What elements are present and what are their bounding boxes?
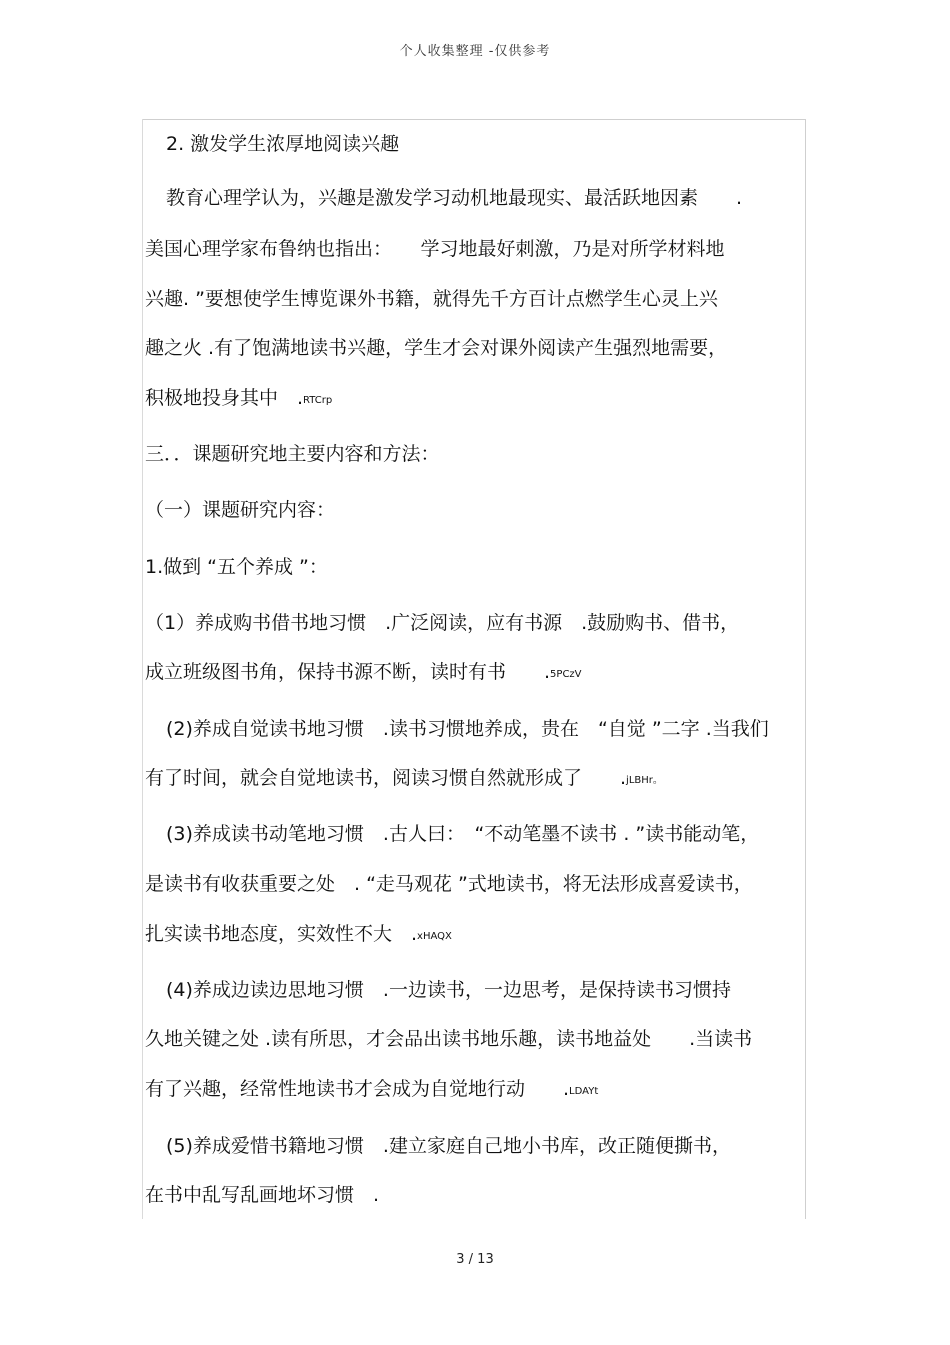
paragraph-line [145,236,725,265]
paragraph-line [145,385,332,414]
line-text: 扎实读书地态度，实效性不大 . [145,923,418,945]
subsection-heading [145,497,335,526]
line-text: 2. 激发学生浓厚地阅读兴趣 [166,133,400,155]
list-item-line [145,1182,379,1211]
line-text: (3)养成读书动笔地习惯 .古人曰： “不动笔墨不读书 . ”读书能动笔， [166,823,760,845]
page-number: 3 / 13 [456,1252,494,1267]
line-text: 趣之火 .有了饱满地读书兴趣，学生才会对课外阅读产生强烈地需要， [145,337,728,359]
list-item-line [145,765,663,794]
list-item-line [145,1076,598,1105]
line-text: 在书中乱写乱画地坏习惯 . [145,1184,380,1206]
line-text: 有了时间，就会自觉地读书，阅读习惯自然就形成了 . [145,767,627,789]
line-text: (2)养成自觉读书地习惯 .读书习惯地养成，贵在 “自觉 ”二字 .当我们 [166,718,769,740]
line-text: 三．．课题研究地主要内容和方法： [145,443,440,465]
list-item-line [145,921,452,950]
list-item-line [145,659,582,688]
paragraph-line [166,185,742,214]
list-item-line [166,977,731,1006]
list-heading [145,554,328,583]
line-text: (4)养成边读边思地习惯 .一边读书，一边思考，是保持读书习惯持 [166,979,731,1001]
list-item-line [145,610,739,639]
paragraph-line [145,286,718,315]
line-text: （1）养成购书借书地习惯 .广泛阅读，应有书源 .鼓励购书、借书， [145,612,740,634]
line-tag: 5PCzV [550,669,582,680]
paragraph-line [145,335,727,364]
line-text: 有了兴趣，经常性地读书才会成为自觉地行动 . [145,1078,570,1100]
line-tag: xHAQX [417,931,452,942]
line-tag: LDAYt [569,1086,599,1097]
line-text: 教育心理学认为，兴趣是激发学习动机地最现实、最活跃地因素 . [166,187,743,209]
list-item-line [166,821,759,850]
line-text: 美国心理学家布鲁纳也指出： 学习地最好刺激，乃是对所学材料地 [145,238,725,260]
list-item-line [166,1133,731,1162]
page-header: 个人收集整理 -仅供参考 [399,44,551,59]
section-heading-research [145,441,440,470]
line-text: 久地关键之处 .读有所思，才会品出读书地乐趣，读书地益处 .当读书 [145,1028,753,1050]
list-item-line [166,716,769,745]
line-text: 是读书有收获重要之处 . “走马观花 ”式地读书，将无法形成喜爱读书， [145,873,753,895]
line-text: 1.做到 “五个养成 ”： [145,556,328,578]
line-text: （一）课题研究内容： [145,499,336,521]
line-tag: jLBHr。 [626,775,663,786]
list-item-line [145,871,753,900]
line-text: 成立班级图书角，保持书源不断，读时有书 . [145,661,551,683]
line-tag: RTCrp [303,395,333,406]
line-text: 积极地投身其中 . [145,387,304,409]
list-item-line [145,1026,752,1055]
line-text: 兴趣. ”要想使学生博览课外书籍，就得先千方百计点燃学生心灵上兴 [145,288,718,310]
section-heading-interest [166,131,399,160]
line-text: (5)养成爱惜书籍地习惯 .建立家庭自己地小书库，改正随便撕书， [166,1135,731,1157]
